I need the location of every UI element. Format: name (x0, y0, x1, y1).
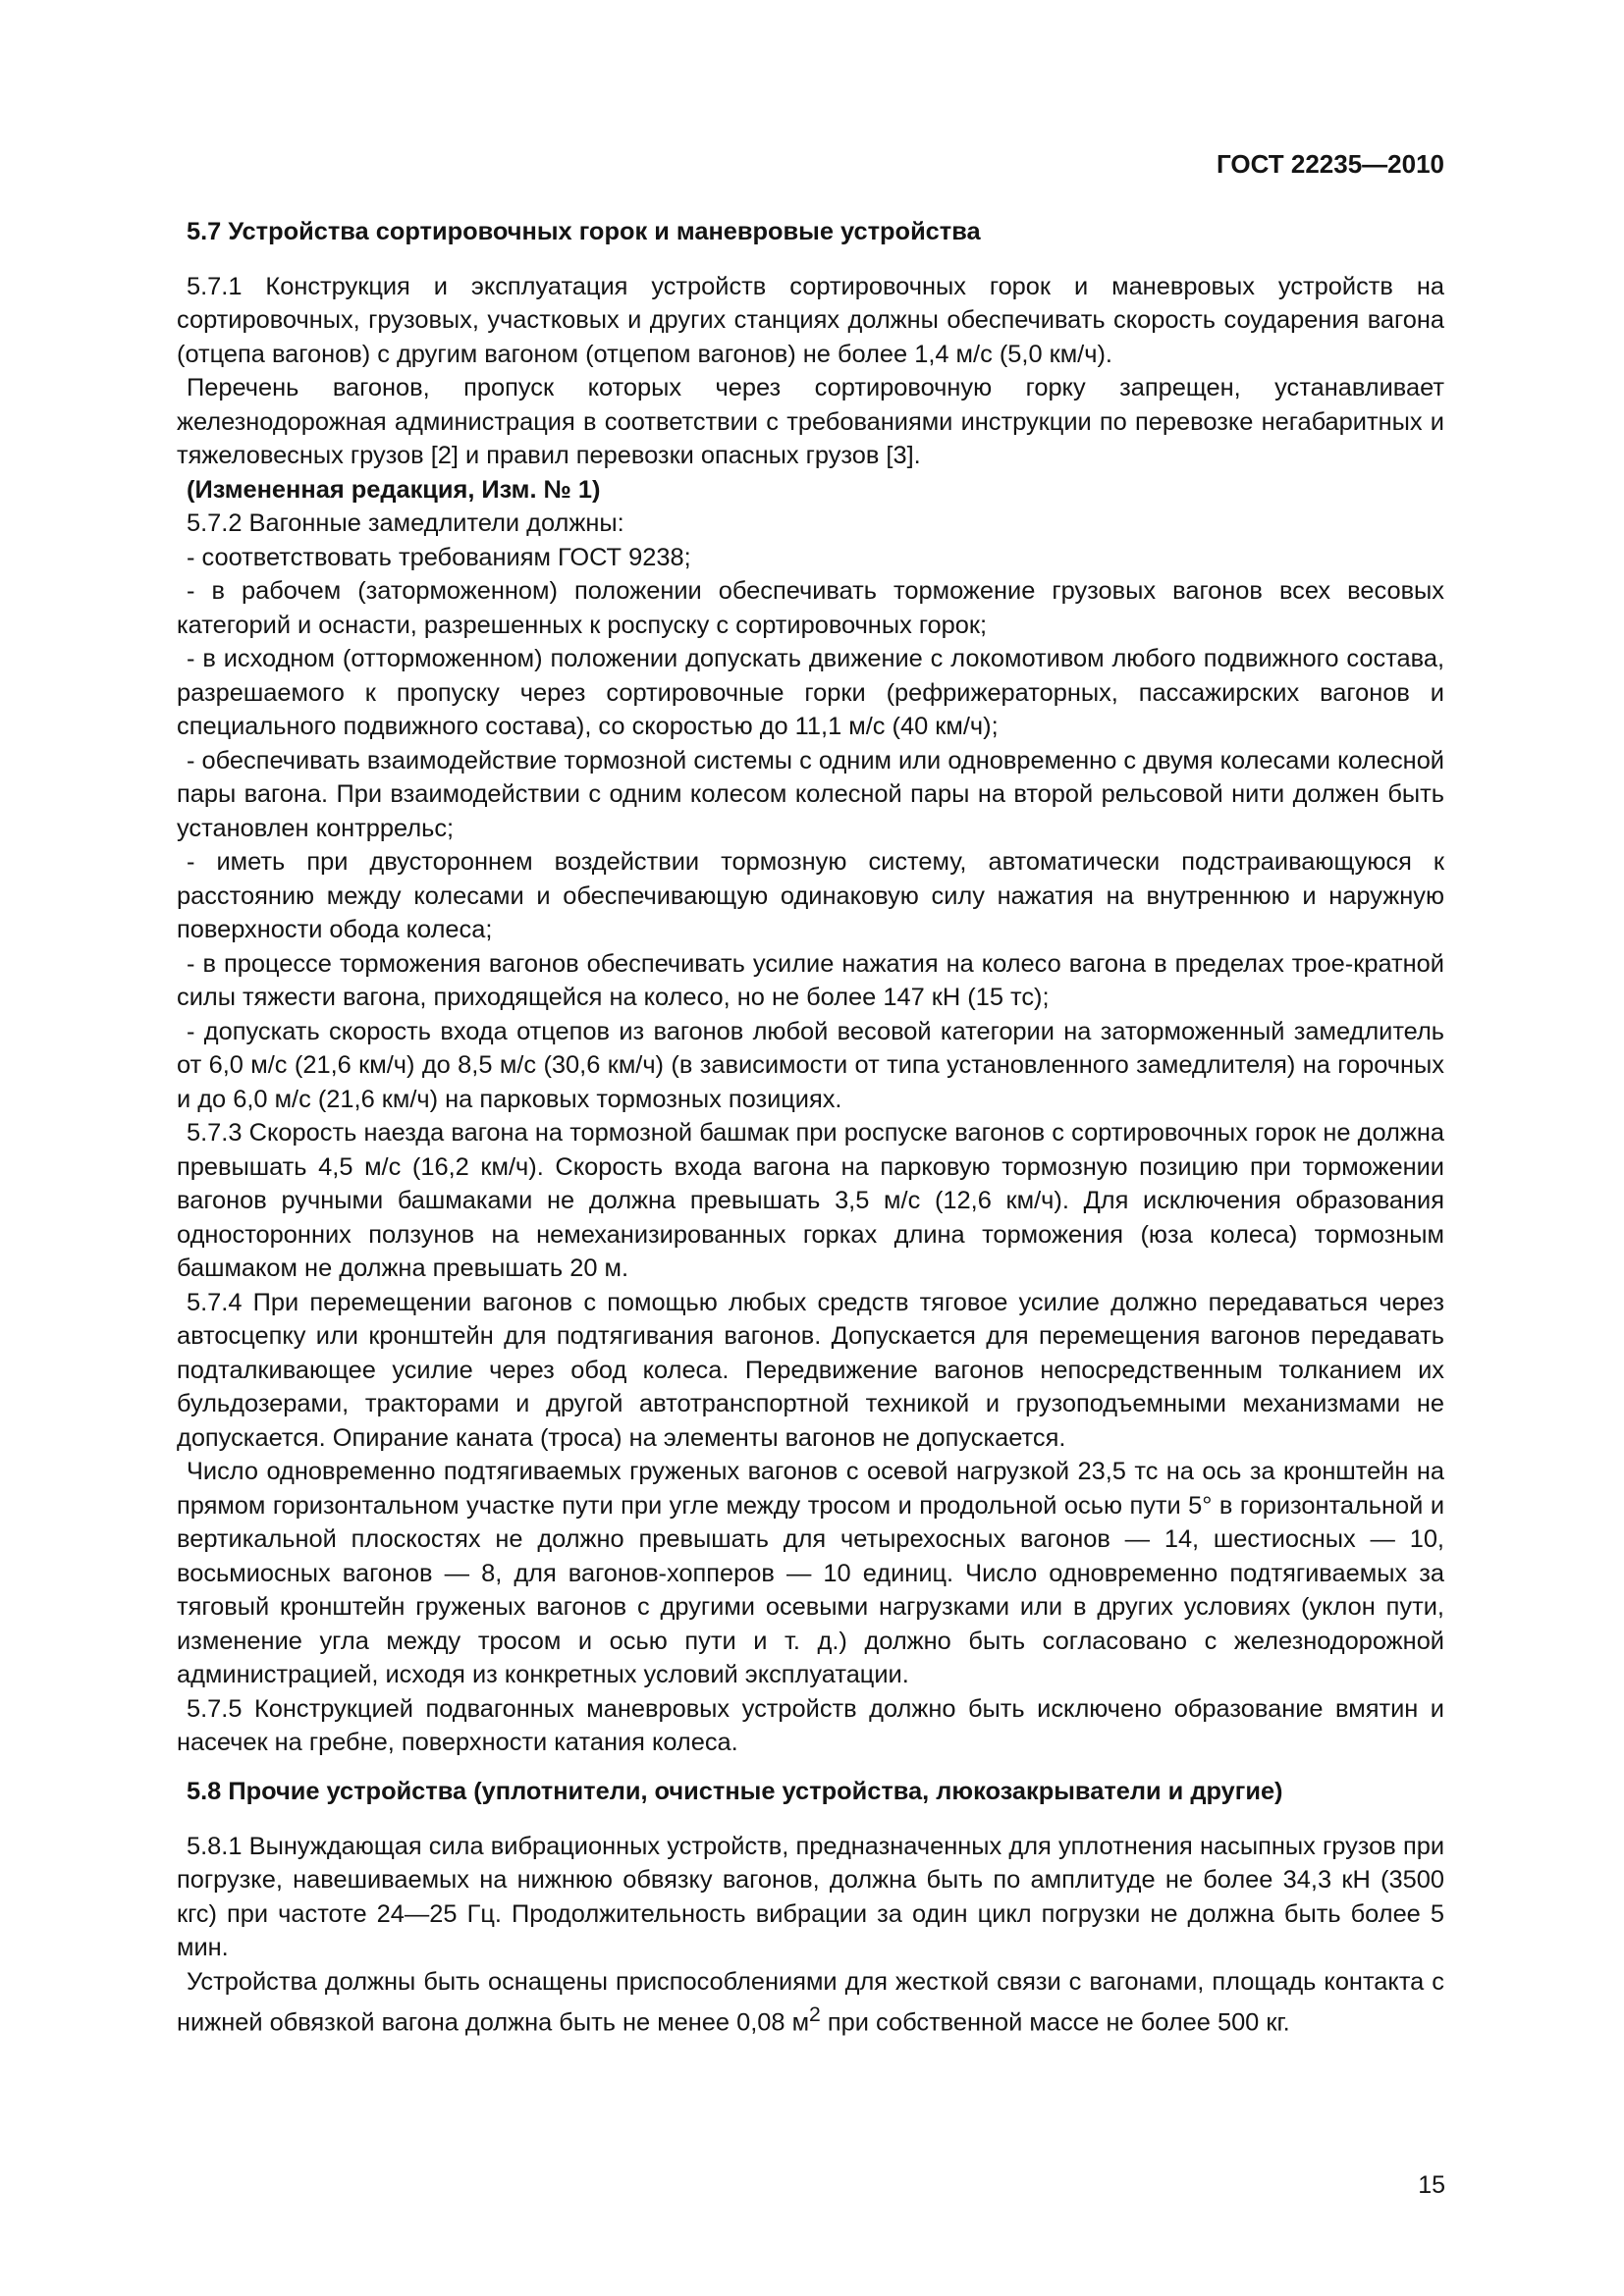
superscript: 2 (809, 2003, 821, 2026)
amendment-note: (Измененная редакция, Изм. № 1) (187, 475, 601, 504)
paragraph-5-8-1: 5.8.1 Вынуждающая сила вибрационных устройств, предназначенных для уплотнения насыпных грузов при погрузке, навешиваемых на нижнюю обвязку вагонов, должна быть по амплитуде не более 34,3 кН (3500 кгс) при частоте 24—25 Гц. Продолжительность вибрации за один цикл погрузки не должна быть более 5 мин. (177, 1832, 1444, 1961)
section-heading: 5.7 Устройства сортировочных горок и маневровые устройства (187, 218, 981, 245)
list-item: - в процессе торможения вагонов обеспечивать усилие нажатия на колесо вагона в пределах трое-кратной силы тяжести вагона, приходящейся на колесо, но не более 147 кН (15 тс); (177, 949, 1444, 1011)
list-item: - иметь при двустороннем воздействии тормозную систему, автоматически подстраивающуюся к расстоянию между колесами и обеспечивающую одинаковую силу нажатия на внутреннюю и наружную поверхности обода колеса; (177, 848, 1444, 943)
list-item: - в исходном (отторможенном) положении допускать движение с локомотивом любого подвижного состава, разрешаемого к пропуску через сортировочные горки (рефрижераторных, пассажирских вагонов и специального подвижного состава), со скоростью до 11,1 м/с (40 км/ч); (177, 645, 1444, 740)
paragraph-wagon-count: Число одновременно подтягиваемых груженых вагонов с осевой нагрузкой 23,5 тс на ось за кронштейн на прямом горизонтальном участке пути при угле между тросом и продольной осью пути 5° в горизонтальной и вертикальной плоскостях не должно превышать для четырехосных вагонов — 14, шестиосных — 10, восьмиосных вагонов — 8, для вагонов-хопперов — 10 единиц. Число одновременно подтягиваемых за тяговый кронштейн груженых вагонов с другими осевыми нагрузками или в других условиях (уклон пути, изменение угла между тросом и осью пути и т. д.) должно быть согласовано с железнодорожной администрацией, исходя из конкретных условий эксплуатации. (177, 1458, 1444, 1688)
paragraph-5-7-2: 5.7.2 Вагонные замедлители должны: (187, 509, 624, 537)
page-number: 15 (1418, 2171, 1445, 2199)
paragraph-5-7-1: 5.7.1 Конструкция и эксплуатация устройств сортировочных горок и маневровых устройств на сортировочных, грузовых, участковых и других станциях должны обеспечивать скорость соударения вагона (отцепа вагонов) с другим вагоном (отцепом вагонов) не более 1,4 м/с (5,0 км/ч). (177, 272, 1444, 368)
section-5-7 (177, 215, 1444, 1760)
document-code: ГОСТ 22235—2010 (1217, 149, 1444, 179)
list-item: - допускать скорость входа отцепов из вагонов любой весовой категории на заторможенный замедлитель от 6,0 м/с (21,6 км/ч) до 8,5 м/с (30,6 км/ч) (в зависимости от типа установленного замедлителя) на горочных и до 6,0 м/с (21,6 км/ч) на парковых тормозных позициях. (177, 1017, 1444, 1113)
paragraph-5-7-5: 5.7.5 Конструкцией подвагонных маневровых устройств должно быть исключено образование вмятин и насечек на гребне, поверхности катания колеса. (177, 1694, 1444, 1756)
paragraph-text: при собственной массе не более 500 кг. (820, 2008, 1290, 2037)
list-item: - обеспечивать взаимодействие тормозной системы с одним или одновременно с двумя колесами колесной пары вагона. При взаимодействии с одним колесом колесной пары на второй рельсовой нити должен быть установлен контррельс; (177, 746, 1444, 842)
list-item: - соответствовать требованиям ГОСТ 9238; (187, 543, 691, 571)
paragraph-5-7-3: 5.7.3 Скорость наезда вагона на тормозной башмак при роспуске вагонов с сортировочных горок не должна превышать 4,5 м/с (16,2 км/ч). Скорость входа вагона на парковую тормозную позицию при торможении вагонов ручными башмаками не должна превышать 3,5 м/с (12,6 км/ч). Для исключения образования односторонних ползунов на немеханизированных горках длина торможения (юза колеса) тормозным башмаком не должна превышать 20 м. (177, 1119, 1444, 1282)
paragraph-5-7-4: 5.7.4 При перемещении вагонов с помощью любых средств тяговое усилие должно передаваться через автосцепку или кронштейн для подтягивания вагонов. Допускается для перемещения вагонов передавать подталкивающее усилие через обод колеса. Передвижение вагонов непосредственным толканием их бульдозерами, тракторами и другой автотранспортной техникой и грузоподъемными механизмами не допускается. Опирание каната (троса) на элементы вагонов не допускается. (177, 1288, 1444, 1452)
paragraph-prohibited-wagons: Перечень вагонов, пропуск которых через сортировочную горку запрещен, устанавливает железнодорожная администрация в соответствии с требованиями инструкции по перевозке негабаритных и тяжеловесных грузов [2] и правил перевозки опасных грузов [3]. (177, 374, 1444, 469)
list-item: - в рабочем (заторможенном) положении обеспечивать торможение грузовых вагонов всех весовых категорий и оснасти, разрешенных к роспуску с сортировочных горок; (177, 577, 1444, 639)
section-heading: 5.8 Прочие устройства (уплотнители, очистные устройства, люкозакрыватели и другие) (187, 1778, 1283, 1805)
section-5-8 (177, 1775, 1444, 2040)
paragraph-devices-equipment (177, 1965, 1444, 2040)
paragraph-text: Устройства должны быть оснащены приспособлениями для жесткой связи с вагонами, площадь контакта с нижней обвязкой вагона должна быть не менее 0,08 м (177, 1967, 1444, 2037)
